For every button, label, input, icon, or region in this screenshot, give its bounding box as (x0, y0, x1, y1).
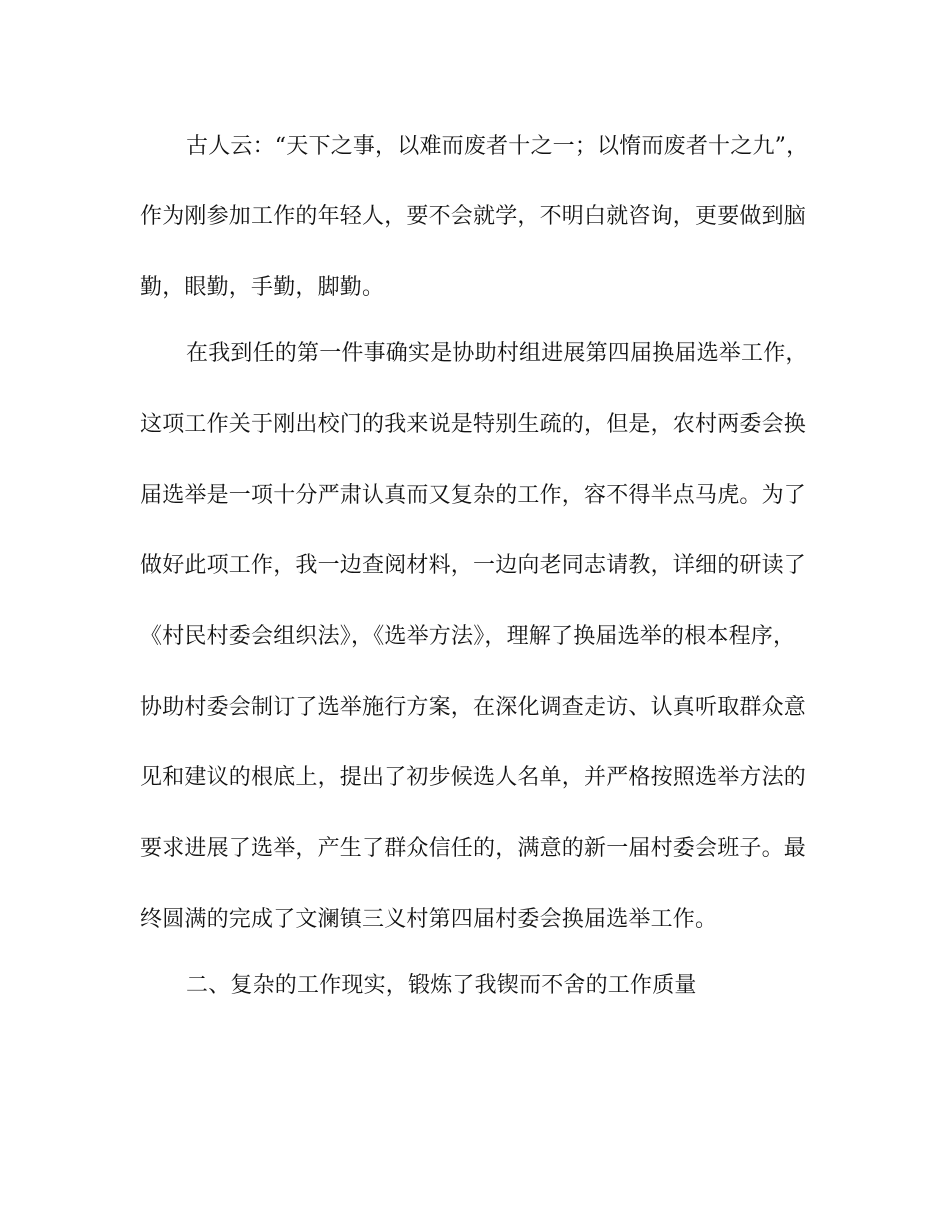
paragraph-2-line-8: 要求进展了选举，产生了群众信任的，满意的新一届村委会班子。最 (140, 836, 807, 861)
paragraph-2-line-2: 这项工作关于刚出校门的我来说是特别生疏的，但是，农村两委会换 (140, 412, 807, 437)
paragraph-1-line-1: 古人云：“天下之事，以难而废者十之一；以惰而废者十之九”， (186, 134, 809, 159)
paragraph-2-line-4: 做好此项工作，我一边查阅材料，一边向老同志请教，详细的研读了 (140, 553, 807, 578)
paragraph-2-line-9: 终圆满的完成了文澜镇三义村第四届村委会换届选举工作。 (140, 907, 718, 932)
paragraph-1-line-2: 作为刚参加工作的年轻人，要不会就学，不明白就咨询，更要做到脑 (140, 204, 807, 229)
paragraph-1-line-3: 勤，眼勤，手勤，脚勤。 (140, 275, 385, 300)
section-heading: 二、复杂的工作现实，锻炼了我锲而不舍的工作质量 (186, 973, 697, 998)
paragraph-2-line-7: 见和建议的根底上，提出了初步候选人名单，并严格按照选举方法的 (140, 765, 807, 790)
paragraph-2-line-3: 届选举是一项十分严肃认真而又复杂的工作，容不得半点马虎。为了 (140, 483, 807, 508)
paragraph-2-line-6: 协助村委会制订了选举施行方案，在深化调查走访、认真听取群众意 (140, 695, 807, 720)
paragraph-2-line-1: 在我到任的第一件事确实是协助村组进展第四届换届选举工作， (186, 341, 808, 366)
paragraph-2-line-5: 《村民村委会组织法》，《选举方法》，理解了换届选举的根本程序， (140, 624, 796, 649)
